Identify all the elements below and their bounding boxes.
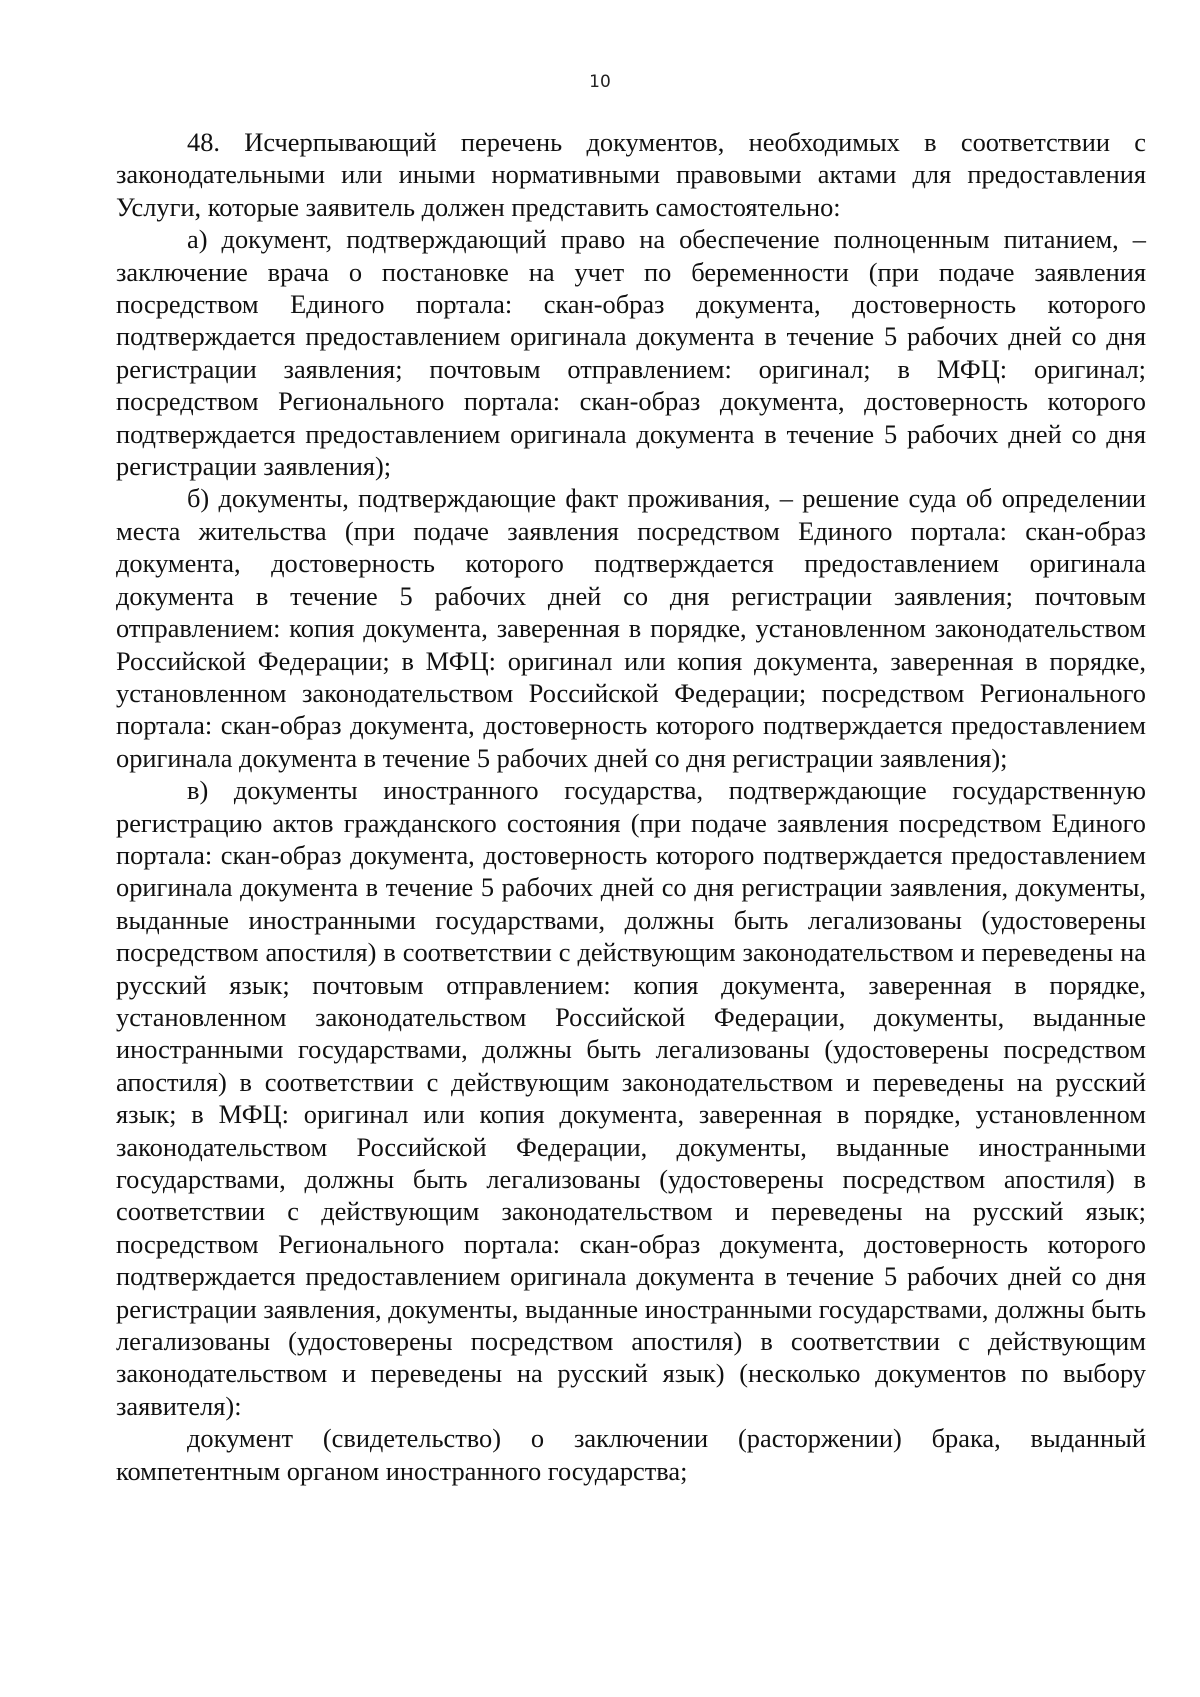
paragraph-item-b: б) документы, подтверждающие факт проживания, – решение суда об определении места жительства (при подаче заявления посредством Единого портала: скан-образ документа, достоверность которого подтверждается предоставлением оригинала документа в течение 5 рабочих дней со дня регистрации заявления; почтовым отправлением: копия документа, заверенная в порядке, установленном законодательством Российской Федерации; в МФЦ: оригинал или копия документа, заверенная в порядке, установленном законодательством Российской Федерации; посредством Регионального портала: скан-образ документа, достоверность которого подтверждается предоставлением оригинала документа в течение 5 рабочих дней со дня регистрации заявления); [116, 483, 1146, 773]
page-number: 10 [589, 72, 611, 92]
paragraph-48-intro: 48. Исчерпывающий перечень документов, необходимых в соответствии с законодательными или иными нормативными правовыми актами для предоставления Услуги, которые заявитель должен представить самостоятельно: [116, 127, 1146, 222]
paragraph-item-a: а) документ, подтверждающий право на обеспечение полноценным питанием, – заключение врача о постановке на учет по беременности (при подаче заявления посредством Единого портала: скан-образ документа, достоверность которого подтверждается предоставлением оригинала документа в течение 5 рабочих дней со дня регистрации заявления; почтовым отправлением: оригинал; в МФЦ: оригинал; посредством Регионального портала: скан-образ документа, достоверность которого подтверждается предоставлением оригинала документа в течение 5 рабочих дней со дня регистрации заявления); [116, 224, 1146, 482]
paragraph-marriage-certificate: документ (свидетельство) о заключении (расторжении) брака, выданный компетентным органом иностранного государства; [116, 1423, 1146, 1486]
paragraph-item-v: в) документы иностранного государства, подтверждающие государственную регистрацию актов гражданского состояния (при подаче заявления посредством Единого портала: скан-образ документа, достоверность которого подтверждается предоставлением оригинала документа в течение 5 рабочих дней со дня регистрации заявления, документы, выданные иностранными государствами, должны быть легализованы (удостоверены посредством апостиля) в соответствии с действующим законодательством и переведены на русский язык; почтовым отправлением: копия документа, заверенная в порядке, установленном законодательством Российской Федерации, документы, выданные иностранными государствами, должны быть легализованы (удостоверены посредством апостиля) в соответствии с действующим законодательством и переведены на русский язык; в МФЦ: оригинал или копия документа, заверенная в порядке, установленном законодательством Российской Федерации, документы, выданные иностранными государствами, должны быть легализованы (удостоверены посредством апостиля) в соответствии с действующим законодательством и переведены на русский язык; посредством Регионального портала: скан-образ документа, достоверность которого подтверждается предоставлением оригинала документа в течение 5 рабочих дней со дня регистрации заявления, документы, выданные иностранными государствами, должны быть легализованы (удостоверены посредством апостиля) в соответствии с действующим законодательством и переведены на русский язык) (несколько документов по выбору заявителя): [116, 775, 1146, 1421]
document-body [116, 126, 1146, 1487]
